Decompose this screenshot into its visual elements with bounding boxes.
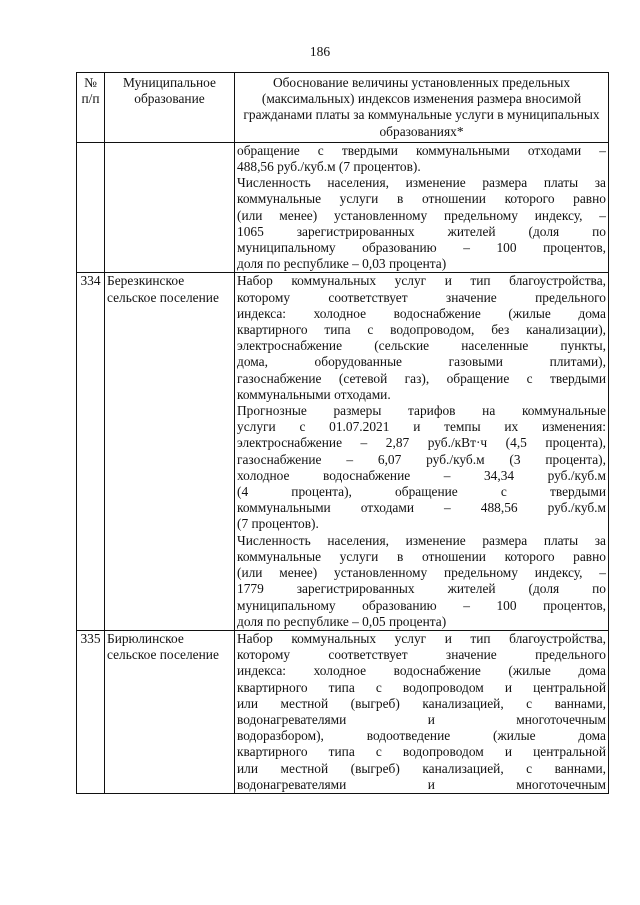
- text-line: коммунальные услуги в отношении которого равно: [237, 548, 606, 564]
- text-line: коммунальными отходами.: [237, 386, 391, 402]
- text-line: (7 процентов).: [237, 516, 319, 532]
- text-line: водоразбором), водоотведение (жилые дома: [237, 728, 606, 744]
- text-line: доля по республике – 0,03 процента): [237, 256, 447, 272]
- text-line: 1065 зарегистрированных жителей (доля по: [237, 223, 606, 239]
- justification-paragraph: [237, 403, 606, 533]
- text-line: Набор коммунальных услуг и тип благоустройства,: [237, 273, 606, 289]
- table-header-row: [77, 73, 609, 143]
- text-line: Численность населения, изменение размера платы за: [237, 175, 606, 191]
- justification-cell: [235, 630, 609, 793]
- justification-paragraph: [237, 631, 606, 793]
- indices-table: [76, 72, 609, 794]
- text-line: водонагревателями и многоточечным: [237, 711, 606, 727]
- justification-paragraph: [237, 533, 606, 630]
- header-justification: Обоснование величины установленных предельных (максимальных) индексов изменения размера вносимой гражданами платы за коммунальные услуги в муниципальных образованиях*: [235, 73, 609, 143]
- justification-paragraph: [237, 273, 606, 403]
- text-line: (или менее) установленному предельному индексу, –: [237, 565, 606, 581]
- text-line: которому соответствует значение предельного: [237, 289, 606, 305]
- text-line: или местной (выгреб) канализацией, с ваннами,: [237, 695, 606, 711]
- text-line: доля по республике – 0,05 процента): [237, 613, 447, 629]
- page-number: 186: [309, 44, 331, 59]
- text-line: дома, оборудованные газовыми плитами),: [237, 354, 606, 370]
- text-line: муниципальному образованию – 100 процентов,: [237, 240, 606, 256]
- municipality-name: Березкинское сельское поселение: [105, 273, 235, 630]
- row-number: 334: [77, 273, 105, 630]
- text-line: водонагревателями и многоточечным: [237, 776, 606, 792]
- header-municipality: Муниципальное образование: [105, 73, 235, 143]
- text-line: квартирного типа с водопроводом и центральной: [237, 679, 606, 695]
- text-line: электроснабжение – 2,87 руб./кВт·ч (4,5 процента),: [237, 435, 606, 451]
- text-line: коммунальные услуги в отношении которого равно: [237, 191, 606, 207]
- text-line: коммунальными отходами – 488,56 руб./куб.м: [237, 500, 606, 516]
- text-line: или местной (выгреб) канализацией, с ваннами,: [237, 760, 606, 776]
- text-line: (или менее) установленному предельному индексу, –: [237, 207, 606, 223]
- text-line: газоснабжение – 6,07 руб./куб.м (3 процента),: [237, 451, 606, 467]
- text-line: обращение с твердыми коммунальными отходами –: [237, 142, 606, 158]
- text-line: Численность населения, изменение размера платы за: [237, 532, 606, 548]
- table-row: [77, 273, 609, 630]
- text-line: электроснабжение (сельские населенные пункты,: [237, 338, 606, 354]
- text-line: индекса: холодное водоснабжение (жилые дома: [237, 305, 606, 321]
- justification-cell: [235, 273, 609, 630]
- row-number: [77, 142, 105, 273]
- header-num: № п/п: [77, 73, 105, 143]
- table-row: [77, 142, 609, 273]
- text-line: Прогнозные размеры тарифов на коммунальные: [237, 403, 606, 419]
- text-line: 1779 зарегистрированных жителей (доля по: [237, 581, 606, 597]
- text-line: муниципальному образованию – 100 процентов,: [237, 597, 606, 613]
- text-line: квартирного типа с водопроводом и центральной: [237, 744, 606, 760]
- text-line: квартирного типа с водопроводом, без канализации),: [237, 322, 606, 338]
- row-number: 335: [77, 630, 105, 793]
- municipality-name: [105, 142, 235, 273]
- text-line: холодное водоснабжение – 34,34 руб./куб.м: [237, 467, 606, 483]
- text-line: (4 процента), обращение с твердыми: [237, 484, 606, 500]
- text-line: Набор коммунальных услуг и тип благоустройства,: [237, 630, 606, 646]
- text-line: которому соответствует значение предельного: [237, 647, 606, 663]
- text-line: 488,56 руб./куб.м (7 процентов).: [237, 159, 421, 175]
- justification-paragraph: [237, 143, 606, 175]
- text-line: услуги с 01.07.2021 и темпы их изменения:: [237, 419, 606, 435]
- table-row: [77, 630, 609, 793]
- municipality-name: Бирюлинское сельское поселение: [105, 630, 235, 793]
- text-line: газоснабжение (сетевой газ), обращение с твердыми: [237, 370, 606, 386]
- justification-cell: [235, 142, 609, 273]
- text-line: индекса: холодное водоснабжение (жилые дома: [237, 663, 606, 679]
- justification-paragraph: [237, 175, 606, 272]
